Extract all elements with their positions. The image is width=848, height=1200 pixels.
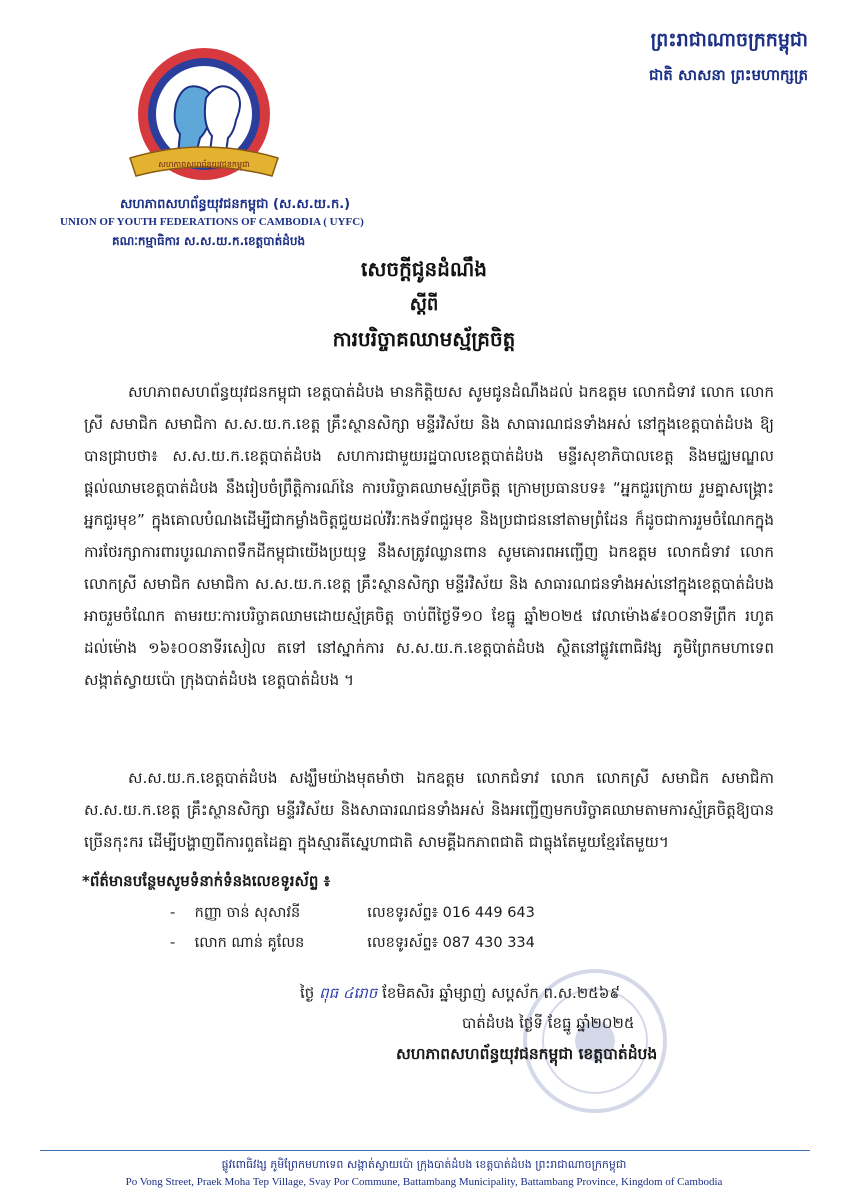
contact-phone-label: លេខទូរស័ព្ទ៖ <box>367 905 439 921</box>
contact-name: កញ្ញា ចាន់ សុសាវនី <box>194 905 301 921</box>
title-line1: សេចក្តីជូនដំណឹង <box>361 257 487 281</box>
org-branch: គណៈកម្មាធិការ ស.ស.យ.ក.ខេត្តបាត់ដំបង <box>112 234 306 248</box>
kingdom-motto <box>649 28 808 88</box>
footer-address-kh: ផ្លូវពោធិវង្ស ភូមិព្រែកមហាទេព សង្កាត់ស្វាយប៉ោ ក្រុងបាត់ដំបង ខេត្តបាត់ដំបង ព្រះរាជាណាចក្រកម្ពុជា <box>221 1158 627 1171</box>
body-paragraph-2: ស.ស.យ.ក.ខេត្តបាត់ដំបង សង្ឃឹមយ៉ាងមុតមាំថា ឯកឧត្តម លោកជំទាវ លោក លោកស្រី សមាជិក សមាជិកា ស.ស.យ.ក.ខេត្ត គ្រឹះស្ថានសិក្សា មន្ទីរវិស័យ និងសាធារណជនទាំងអស់ និងអញ្ជើញមកបរិច្ចាគឈាមតាមការស្ម័គ្រចិត្តឱ្យបានច្រើនកុះករ ដើម្បីបង្ហាញពីការពួតដៃគ្នា ក្នុងស្មារតីស្នេហាជាតិ សាមគ្គីឯកភាពជាតិ ជាធ្លុងតែមួយខ្មែរតែមួយ។ <box>84 769 774 851</box>
lunar-date-handwritten: ពុធ ៤រោច <box>319 984 378 1002</box>
contact-row <box>170 904 535 925</box>
title-line3: ការបរិច្ចាគឈាមស្ម័គ្រចិត្ត <box>332 327 516 351</box>
footer-address-en: Po Vong Street, Praek Moha Tep Village, Svay Por Commune, Battambang Municipality, Battambang Province, Kingdom of Cambodia <box>125 1176 723 1188</box>
contact-phone: 087 430 334 <box>442 935 535 951</box>
contact-phone-label: លេខទូរស័ព្ទ៖ <box>367 935 439 951</box>
solar-date: បាត់ដំបង ថ្ងៃទី ខែធ្នូ ឆ្នាំ២០២៥ <box>462 1014 635 1032</box>
contact-title: *ព័ត៌មានបន្ថែមសូមទំនាក់ទំនងលេខទូរស័ព្ទ ៖ <box>82 872 331 890</box>
contact-dash: - <box>170 905 176 921</box>
body-paragraph-1: សហភាពសហព័ន្ធយុវជនកម្ពុជា ខេត្តបាត់ដំបង មានកិត្តិយស សូមជូនដំណឹងដល់ ឯកឧត្តម លោកជំទាវ លោក លោកស្រី សមាជិក សមាជិកា ស.ស.យ.ក.ខេត្ត គ្រឹះស្ថានសិក្សា មន្ទីរវិស័យ និង សាធារណជនទាំងអស់ នៅក្នុងខេត្តបាត់ដំបង ឱ្យបានជ្រាបថា៖ ស.ស.យ.ក.ខេត្តបាត់ដំបង សហការជាមួយរដ្ឋបាលខេត្តបាត់ដំបង មន្ទីរសុខាភិបាលខេត្ត និងមជ្ឈមណ្ឌលផ្តល់ឈាមខេត្តបាត់ដំបង នឹងរៀបចំព្រឹត្តិការណ៍នៃ ការបរិច្ចាគឈាមស្ម័គ្រចិត្ត ក្រោមប្រធានបទ៖ “អ្នកជួរក្រោយ រួមគ្នាសង្គ្រោះអ្នកជួរមុខ” ក្នុងគោលបំណងដើម្បីជាកម្លាំងចិត្តជួយដល់វីរៈកងទ័ពជួរមុខ និងប្រជាជននៅតាមព្រំដែន ក៏ដូចជាការរួមចំណែកក្នុងការថែរក្សាការពារបូរណភាពទឹកដីកម្ពុជាយើងប្រយុទ្ធ នឹងសត្រូវឈ្លានពាន សូមគោរពអញ្ជើញ ឯកឧត្តម លោកជំទាវ លោក លោកស្រី សមាជិក សមាជិកា ស.ស.យ.ក.ខេត្ត គ្រឹះស្ថានសិក្សា មន្ទីរវិស័យ និង សាធារណជនទាំងអស់នៅក្នុងខេត្តបាត់ដំបង អាចរួមចំណែក តាមរយៈការបរិច្ចាគឈាមដោយស្ម័គ្រចិត្ត ចាប់ពីថ្ងៃទី១០ ខែធ្នូ ឆ្នាំ២០២៥ វេលាម៉ោង៩៖០០នាទីព្រឹក រហូតដល់ម៉ោង ១៦៖០០នាទីរសៀល តទៅ នៅស្នាក់ការ ស.ស.យ.ក.ខេត្តបាត់ដំបង ស្ថិតនៅផ្លូវពោធិវង្ស ភូមិព្រែកមហាទេព សង្កាត់ស្វាយប៉ោ ក្រុងបាត់ដំបង ខេត្តបាត់ដំបង ។ <box>84 383 774 689</box>
uyfc-logo <box>124 46 284 196</box>
lunar-date <box>300 984 620 1006</box>
lunar-date-suffix: ខែមិគសិរ ឆ្នាំម្សាញ់ សប្តស័ក ព.ស.២៥៦៩ <box>382 984 621 1002</box>
title-line2: ស្តីពី <box>409 294 439 315</box>
org-name-kh: សហភាពសហព័ន្ធយុវជនកម្ពុជា (ស.ស.យ.ក.) <box>120 197 351 212</box>
kingdom-line1: ព្រះរាជាណាចក្រកម្ពុជា <box>650 29 808 51</box>
contact-phone: 016 449 643 <box>442 905 535 921</box>
contact-dash: - <box>170 935 176 951</box>
kingdom-line2: ជាតិ សាសនា ព្រះមហាក្សត្រ <box>649 66 808 84</box>
footer-divider <box>40 1150 810 1151</box>
org-name-en: UNION OF YOUTH FEDERATIONS OF CAMBODIA ( UYFC) <box>60 216 364 228</box>
signer-name: សហភាពសហព័ន្ធយុវជនកម្ពុជា ខេត្តបាត់ដំបង <box>396 1045 658 1063</box>
contact-row <box>170 934 535 955</box>
logo-banner-text: សហភាពសហព័ន្ធយុវជនកម្ពុជា <box>158 160 250 169</box>
lunar-date-prefix: ថ្ងៃ <box>300 984 315 1002</box>
contact-name: លោក ណាន់ គូលែន <box>194 935 305 951</box>
